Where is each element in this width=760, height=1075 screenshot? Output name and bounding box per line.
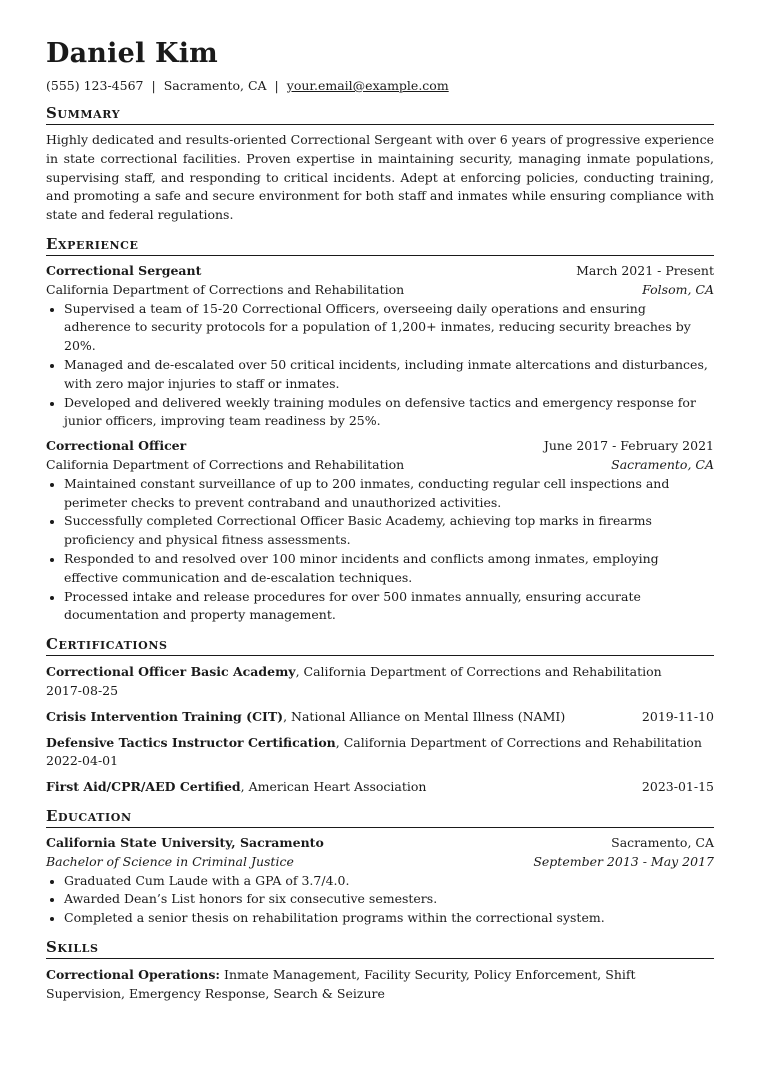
certification-date: 2023-01-15 xyxy=(641,779,714,795)
job-bullets xyxy=(46,300,714,432)
skill-list: Inmate Management, Facility Security, Policy Enforcement, Shift Supervision, Emergency Response, Search & Seizure xyxy=(46,966,636,1001)
bullet-item: Responded to and resolved over 100 minor incidents and conflicts among inmates, employing effective communication and de-escalation techniques. xyxy=(46,550,714,588)
certification-issuer: , California Department of Corrections and Rehabilitation xyxy=(295,664,662,680)
education-dates: September 2013 - May 2017 xyxy=(533,853,714,869)
certification-issuer: , National Alliance on Mental Illness (NAMI) xyxy=(283,708,566,724)
job-location: Sacramento, CA xyxy=(611,456,714,472)
bullet-item: Successfully completed Correctional Officer Basic Academy, achieving top marks in firearms proficiency and physical fitness assessments. xyxy=(46,512,714,550)
certification-entry xyxy=(46,663,714,701)
contact-separator: | xyxy=(151,78,156,93)
certification-name: Correctional Officer Basic Academy xyxy=(46,664,296,680)
email-link[interactable]: your.email@example.com xyxy=(286,78,449,93)
degree-name: Bachelor of Science in Criminal Justice xyxy=(46,853,294,869)
section-title-certifications: Certifications xyxy=(46,635,714,656)
section-title-education: Education xyxy=(46,807,714,828)
job-role: Correctional Officer xyxy=(46,438,187,454)
certification-entry xyxy=(46,778,714,797)
job-dates: June 2017 - February 2021 xyxy=(543,438,714,454)
school-location: Sacramento, CA xyxy=(611,834,714,850)
job-organization: California Department of Corrections and Rehabilitation xyxy=(46,281,405,297)
bullet-item: Completed a senior thesis on rehabilitation programs within the correctional system. xyxy=(46,909,714,928)
certification-issuer: , American Heart Association xyxy=(240,779,427,795)
skills-entry xyxy=(46,966,714,1004)
certification-date: 2022-04-01 xyxy=(46,753,119,769)
job-organization: California Department of Corrections and Rehabilitation xyxy=(46,456,405,472)
certification-date: 2017-08-25 xyxy=(46,682,119,698)
job-role: Correctional Sergeant xyxy=(46,262,202,278)
certification-name: Defensive Tactics Instructor Certification xyxy=(46,734,336,750)
section-title-skills: Skills xyxy=(46,938,714,959)
certification-issuer: , California Department of Corrections and Rehabilitation xyxy=(335,734,702,750)
certification-name: First Aid/CPR/AED Certified xyxy=(46,779,241,795)
job-entry xyxy=(46,262,714,431)
skill-category-label: Correctional Operations: xyxy=(46,966,221,982)
education-bullets xyxy=(46,872,714,928)
education-entry xyxy=(46,834,714,928)
bullet-item: Developed and delivered weekly training modules on defensive tactics and emergency response for junior officers, improving team readiness by 25%. xyxy=(46,394,714,432)
job-location: Folsom, CA xyxy=(642,281,714,297)
bullet-item: Graduated Cum Laude with a GPA of 3.7/4.0. xyxy=(46,872,714,891)
section-title-summary: Summary xyxy=(46,104,714,125)
certification-entry xyxy=(46,734,714,772)
bullet-item: Processed intake and release procedures for over 500 inmates annually, ensuring accurate documentation and property management. xyxy=(46,588,714,626)
certification-date: 2019-11-10 xyxy=(641,708,714,724)
certification-name: Crisis Intervention Training (CIT) xyxy=(46,708,284,724)
job-bullets xyxy=(46,475,714,625)
candidate-name: Daniel Kim xyxy=(46,38,218,69)
location-text: Sacramento, CA xyxy=(163,78,267,93)
contact-line xyxy=(46,78,714,94)
bullet-item: Maintained constant surveillance of up to 200 inmates, conducting regular cell inspections and perimeter checks to prevent contraband and unauthorized activities. xyxy=(46,475,714,513)
job-dates: March 2021 - Present xyxy=(576,262,714,278)
bullet-item: Awarded Dean’s List honors for six consecutive semesters. xyxy=(46,890,714,909)
school-name: California State University, Sacramento xyxy=(46,834,324,850)
bullet-item: Managed and de-escalated over 50 critical incidents, including inmate altercations and disturbances, with zero major injuries to staff or inmates. xyxy=(46,356,714,394)
section-title-experience: Experience xyxy=(46,235,714,256)
contact-separator: | xyxy=(274,78,279,93)
summary-text: Highly dedicated and results-oriented Correctional Sergeant with over 6 years of progressive experience in state correctional facilities. Proven expertise in maintaining security, managing inmate populations, supervising staff, and responding to critical incidents. Adept at enforcing policies, conducting training, and promoting a safe and secure environment for both staff and inmates while ensuring compliance with state and federal regulations. xyxy=(46,132,714,223)
job-entry xyxy=(46,437,714,625)
phone-number: (555) 123-4567 xyxy=(46,78,144,93)
bullet-item: Supervised a team of 15-20 Correctional Officers, overseeing daily operations and ensuring adherence to security protocols for a population of 1,200+ inmates, reducing security breaches by 20%. xyxy=(46,300,714,356)
certification-entry xyxy=(46,708,714,727)
